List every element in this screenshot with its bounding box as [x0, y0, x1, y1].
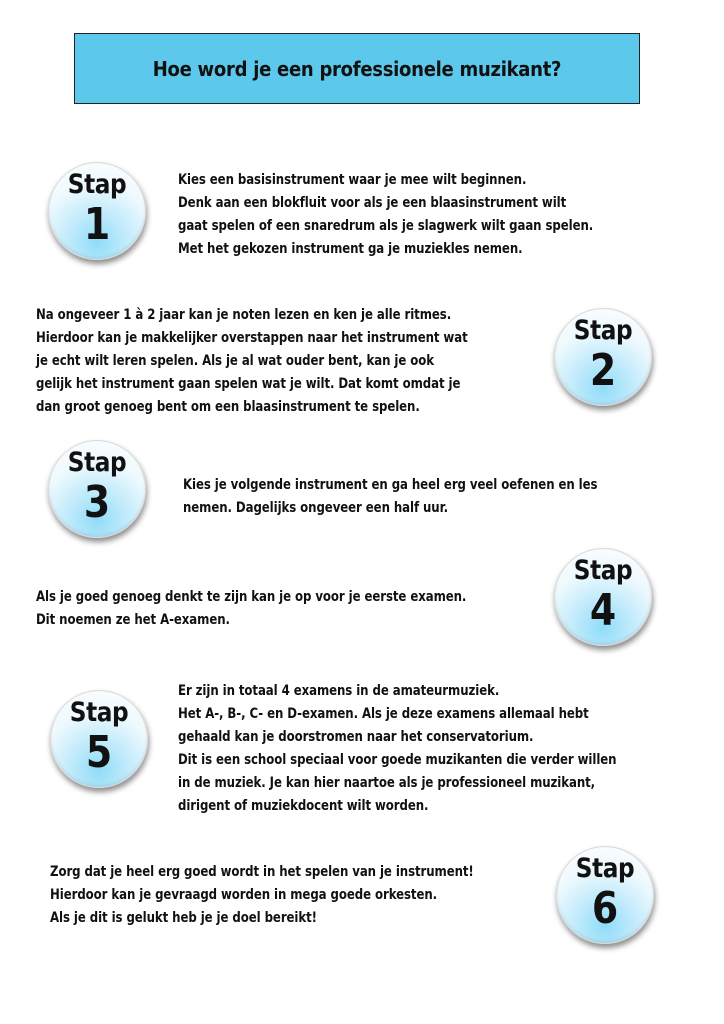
step-5-line: Het A-, B-, C- en D-examen. Als je deze examens allemaal hebt — [178, 706, 589, 722]
step-2-badge — [554, 308, 652, 406]
step-3-line: nemen. Dagelijks ongeveer een half uur. — [183, 500, 448, 516]
step-3-text — [183, 474, 597, 520]
step-5-line: dirigent of muziekdocent wilt worden. — [178, 798, 429, 814]
step-6-line: Zorg dat je heel erg goed wordt in het spelen van je instrument! — [50, 864, 474, 880]
step-1-badge-number: 1 — [83, 199, 111, 250]
step-2-line: Hierdoor kan je makkelijker overstappen naar het instrument wat — [36, 330, 468, 346]
step-4-line: Dit noemen ze het A-examen. — [36, 612, 230, 628]
step-6-badge-label: Stap — [575, 853, 635, 884]
step-6-badge-number: 6 — [591, 883, 619, 934]
step-3-badge — [48, 440, 146, 538]
step-5-badge — [50, 690, 148, 788]
step-2-line: Na ongeveer 1 à 2 jaar kan je noten lezen en ken je alle ritmes. — [36, 307, 452, 323]
page-title: Hoe word je een professionele muzikant? — [152, 56, 562, 81]
step-6-badge — [556, 846, 654, 944]
step-1-text — [178, 169, 593, 261]
step-5-badge-number: 5 — [85, 727, 113, 778]
step-2-text — [36, 304, 468, 419]
step-4-badge — [554, 548, 652, 646]
step-1-line: Kies een basisinstrument waar je mee wilt beginnen. — [178, 172, 527, 188]
step-1-line: Denk aan een blokfluit voor als je een blaasinstrument wilt — [178, 195, 567, 211]
step-5-line: Dit is een school speciaal voor goede muzikanten die verder willen — [178, 752, 617, 768]
title-banner — [74, 33, 640, 104]
step-2-badge-number: 2 — [589, 345, 617, 396]
step-5-line: gehaald kan je doorstromen naar het conservatorium. — [178, 729, 534, 745]
step-4-line: Als je goed genoeg denkt te zijn kan je op voor je eerste examen. — [36, 589, 467, 605]
step-3-badge-number: 3 — [83, 477, 111, 528]
step-6-line: Als je dit is gelukt heb je je doel bereikt! — [50, 910, 317, 926]
step-1-line: Met het gekozen instrument ga je muziekles nemen. — [178, 241, 523, 257]
step-4-badge-label: Stap — [573, 555, 633, 586]
step-3-badge-label: Stap — [67, 447, 127, 478]
step-1-badge — [48, 162, 146, 260]
step-6-line: Hierdoor kan je gevraagd worden in mega goede orkesten. — [50, 887, 438, 903]
step-2-badge-label: Stap — [573, 315, 633, 346]
step-5-line: Er zijn in totaal 4 examens in de amateurmuziek. — [178, 683, 500, 699]
step-1-line: gaat spelen of een snaredrum als je slagwerk wilt gaan spelen. — [178, 218, 594, 234]
step-1-badge-label: Stap — [67, 169, 127, 200]
step-3-line: Kies je volgende instrument en ga heel erg veel oefenen en les — [183, 477, 598, 493]
step-5-text — [178, 680, 616, 818]
step-5-line: in de muziek. Je kan hier naartoe als je professioneel muzikant, — [178, 775, 596, 791]
step-2-line: gelijk het instrument gaan spelen wat je wilt. Dat komt omdat je — [36, 376, 461, 392]
step-4-text — [36, 586, 466, 632]
step-2-line: dan groot genoeg bent om een blaasinstrument te spelen. — [36, 399, 420, 415]
step-2-line: je echt wilt leren spelen. Als je al wat ouder bent, kan je ook — [36, 353, 434, 369]
step-5-badge-label: Stap — [69, 697, 129, 728]
step-6-text — [50, 861, 474, 930]
step-4-badge-number: 4 — [589, 585, 617, 636]
